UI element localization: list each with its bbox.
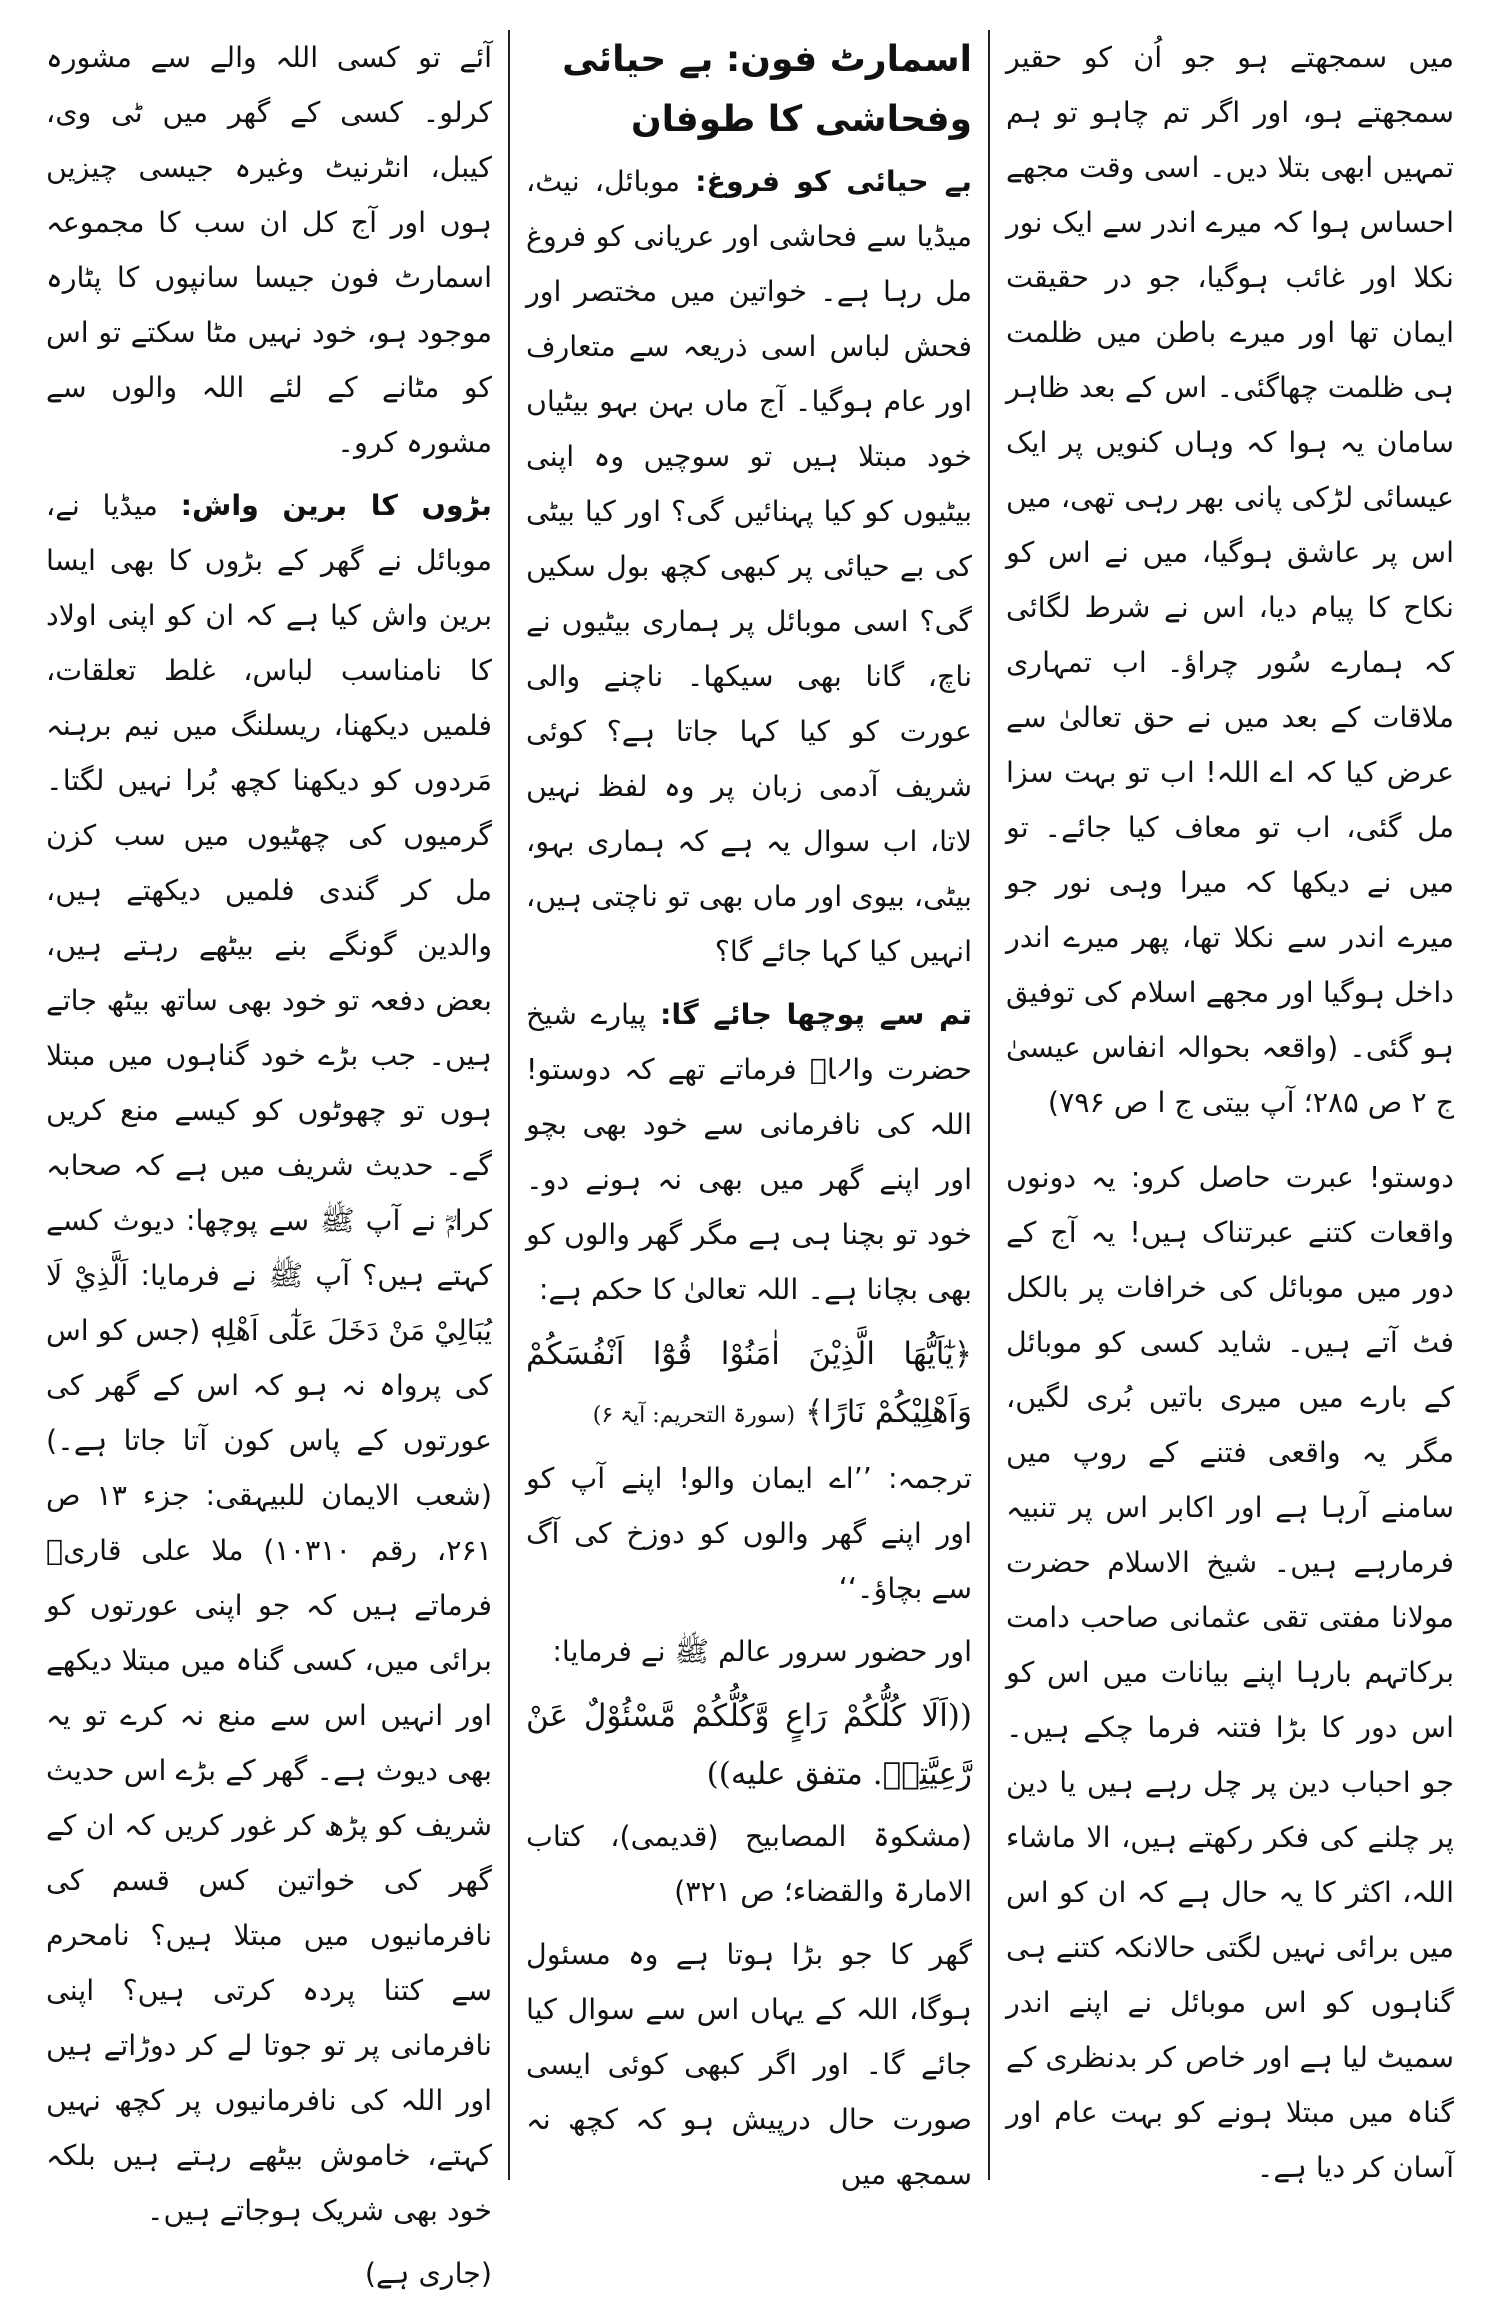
- quran-verse-reference: (سورۃ التحریم: آیۃ ۶): [592, 1403, 796, 1428]
- quran-verse: [526, 1325, 972, 1445]
- accountability-subheading: تم سے پوچھا جائے گا:: [659, 998, 972, 1031]
- brainwash-subheading: بڑوں کا برین واش:: [180, 489, 492, 522]
- lesson-paragraph: دوستو! عبرت حاصل کرو: یہ دونوں واقعات کتنے عبرتناک ہیں! یہ آج کے دور میں موبائل کی خرافات پر بالکل فٹ آتے ہیں۔ شاید کسی کو موبائل کے بارے میں میری باتیں بُری لگیں، مگر یہ واقعی فتنے کے روپ میں سامنے آرہا ہے اور اکابر اس پر تنبیہ فرمارہے ہیں۔ شیخ الاسلام حضرت مولانا مفتی تقی عثمانی صاحب دامت برکاتہم بارہا اپنے بیانات میں اس کو اس دور کا بڑا فتنہ فرما چکے ہیں۔ جو احباب دین پر چل رہے ہیں یا دین پر چلنے کی فکر رکھتے ہیں، الا ماشاء اللہ، اکثر کا یہ حال ہے کہ ان کو اس میں برائی نہیں لگتی حالانکہ کتنے ہی گناہوں کو اس موبائل نے اپنے اندر سمیٹ لیا ہے اور خاص کر بدنظری کے گناہ میں مبتلا ہونے کو بہت عام اور آسان کر دیا ہے۔: [1006, 1161, 1454, 2184]
- immodesty-paragraph: [526, 154, 972, 979]
- immodesty-subheading: بے حیائی کو فروغ:: [695, 165, 972, 198]
- brainwash-text: میڈیا نے، موبائل نے گھر کے بڑوں کا بھی ایسا برین واش کیا ہے کہ ان کو اپنی اولاد کا نامناسب لباس، غلط تعلقات، فلمیں دیکھنا، ریسلنگ میں نیم برہنہ مَردوں کو دیکھنا کچھ بُرا نہیں لگتا۔ گرمیوں کی چھٹیوں میں سب کزن مل کر گندی فلمیں دیکھتے ہیں، والدین گونگے بنے بیٹھے رہتے ہیں، بعض دفعہ تو خود بھی ساتھ بیٹھ جاتے ہیں۔ جب بڑے خود گناہوں میں مبتلا ہوں تو چھوٹوں کو کیسے منع کریں گے۔ حدیث شریف میں ہے کہ صحابہ کرامؓ نے آپ ﷺ سے پوچھا: دیوث کسے کہتے ہیں؟ آپ ﷺ نے فرمایا: اَلَّذِيْ لَا يُبَالِيْ مَنْ دَخَلَ عَلٰٓى اَهْلِهٖ (جس کو اس کی پرواہ نہ ہو کہ اس کے گھر کی عورتوں کے پاس کون آتا جاتا ہے۔) (شعب الایمان للبیہقی: جزء ۱۳ ص ۲۶۱، رقم ۱۰۳۱۰) ملا علی قاریؒ فرماتے ہیں کہ جو اپنی عورتوں کو برائی میں، کسی گناہ میں مبتلا دیکھے اور انہیں اس سے منع نہ کرے تو یہ بھی دیوث ہے۔ گھر کے بڑے اس حدیث شریف کو پڑھ کر غور کریں کہ ان کے گھر کی خواتین کس قسم کی نافرمانیوں میں مبتلا ہیں؟ نامحرم سے کتنا پردہ کرتی ہیں؟ اپنی نافرمانی پر تو جوتا لے کر دوڑاتے ہیں اور اللہ کی نافرمانیوں پر کچھ نہیں کہتے، خاموش بیٹھے رہتے ہیں بلکہ خود بھی شریک ہوجاتے ہیں۔: [46, 489, 493, 2227]
- immodesty-text: موبائل، نیٹ، میڈیا سے فحاشی اور عریانی کو فروغ مل رہا ہے۔ خواتین میں مختصر اور فحش لباس اسی ذریعہ سے متعارف اور عام ہوگیا۔ آج ماں بہن بہو بیٹیاں خود مبتلا ہیں تو سوچیں وہ اپنی بیٹیوں کو کیا پہنائیں گی؟ اور کیا بیٹی کی بے حیائی پر کبھی کچھ بول سکیں گی؟ اسی موبائل پر ہماری بیٹیوں نے ناچ، گانا بھی سیکھا۔ ناچنے والی عورت کو کیا کہا جاتا ہے؟ کوئی شریف آدمی زبان پر وہ لفظ نہیں لاتا، اب سوال یہ ہے کہ ہماری بہو، بیٹی، بیوی اور ماں بھی تو ناچتی ہیں، انہیں کیا کہا جائے گا؟: [526, 165, 972, 968]
- accountability-text: پیارے شیخ حضرت والاؒ فرماتے تھے کہ دوستو! اللہ کی نافرمانی سے خود بھی بچو اور اپنے گھر میں بھی نہ ہونے دو۔ خود تو بچنا ہی ہے مگر گھر والوں کو بھی بچانا ہے۔ اللہ تعالیٰ کا حکم ہے:: [526, 998, 972, 1306]
- consult-paragraph: آئے تو کسی اللہ والے سے مشورہ کرلو۔ کسی کے گھر میں ٹی وی، کیبل، انٹرنیٹ وغیرہ جیسی چیزیں ہوں اور آج کل ان سب کا مجموعہ اسمارٹ فون جیسا سانپوں کا پٹارہ موجود ہو، خود نہیں مٹا سکتے تو اس کو مٹانے کے لئے اللہ والوں سے مشورہ کرو۔: [46, 41, 492, 459]
- hadith-intro: اور حضور سرور عالم ﷺ نے فرمایا:: [552, 1635, 972, 1668]
- brainwash-paragraph: [46, 478, 492, 2238]
- continued-note: (جاری ہے): [364, 2257, 492, 2290]
- quran-verse-text: ﴿يٰٓاَيُّهَا الَّذِيْنَ اٰمَنُوْا قُوْٓا اَنْفُسَكُمْ وَاَهْلِيْكُمْ نَارًا﴾: [526, 1336, 972, 1430]
- accountability-paragraph: [526, 987, 972, 1317]
- section-heading: اسمارٹ فون: بے حیائی وفحاشی کا طوفان: [562, 39, 972, 140]
- hadith-text: ((اَلَا كُلُّكُمْ رَاعٍ وَّكُلُّكُمْ مَّسْئُوْلٌ عَنْ رَّعِيَّتِهٖ. متفق عليه)): [526, 1698, 972, 1792]
- column-right: [990, 30, 1470, 2184]
- column-middle: [510, 30, 990, 2191]
- hadith-reference: (مشکوۃ المصابیح (قدیمی)، کتاب الامارۃ والقضاء؛ ص ۳۲۱): [526, 1820, 972, 1908]
- column-left: [30, 30, 510, 2290]
- household-head-paragraph: گھر کا جو بڑا ہوتا ہے وہ مسئول ہوگا، اللہ کے یہاں اس سے سوال کیا جائے گا۔ اور اگر کبھی کوئی ایسی صورت حال درپیش ہو کہ کچھ نہ سمجھ میں: [526, 1938, 972, 2191]
- verse-translation: ترجمہ: ’’اے ایمان والو! اپنے آپ کو اور اپنے گھر والوں کو دوزخ کی آگ سے بچاؤ۔‘‘: [526, 1462, 972, 1605]
- story-continuation-paragraph: میں سمجھتے ہو جو اُن کو حقیر سمجھتے ہو، اور اگر تم چاہو تو ہم تمہیں ابھی بتلا دیں۔ اسی وقت مجھے احساس ہوا کہ میرے اندر سے ایک نور نکلا اور غائب ہوگیا، جو در حقیقت ایمان تھا اور میرے باطن میں ظلمت ہی ظلمت چھاگئی۔ اس کے بعد ظاہر سامان یہ ہوا کہ وہاں کنویں پر ایک عیسائی لڑکی پانی بھر رہی تھی، میں اس پر عاشق ہوگیا، میں نے اس کو نکاح کا پیام دیا، اس نے شرط لگائی کہ ہمارے سُور چراؤ۔ اب تمہاری ملاقات کے بعد میں نے حق تعالیٰ سے عرض کیا کہ اے اللہ! اب تو بہت سزا مل گئی، اب تو معاف کیا جائے۔ تو میں نے دیکھا کہ میرا وہی نور جو میرے اندر سے نکلا تھا، پھر میرے اندر داخل ہوگیا اور مجھے اسلام کی توفیق ہو گئی۔ (واقعہ بحوالہ انفاس عیسیٰ ج ۲ ص ۲۸۵؛ آپ بیتی ج ا ص ۷۹۶): [1006, 41, 1454, 1119]
